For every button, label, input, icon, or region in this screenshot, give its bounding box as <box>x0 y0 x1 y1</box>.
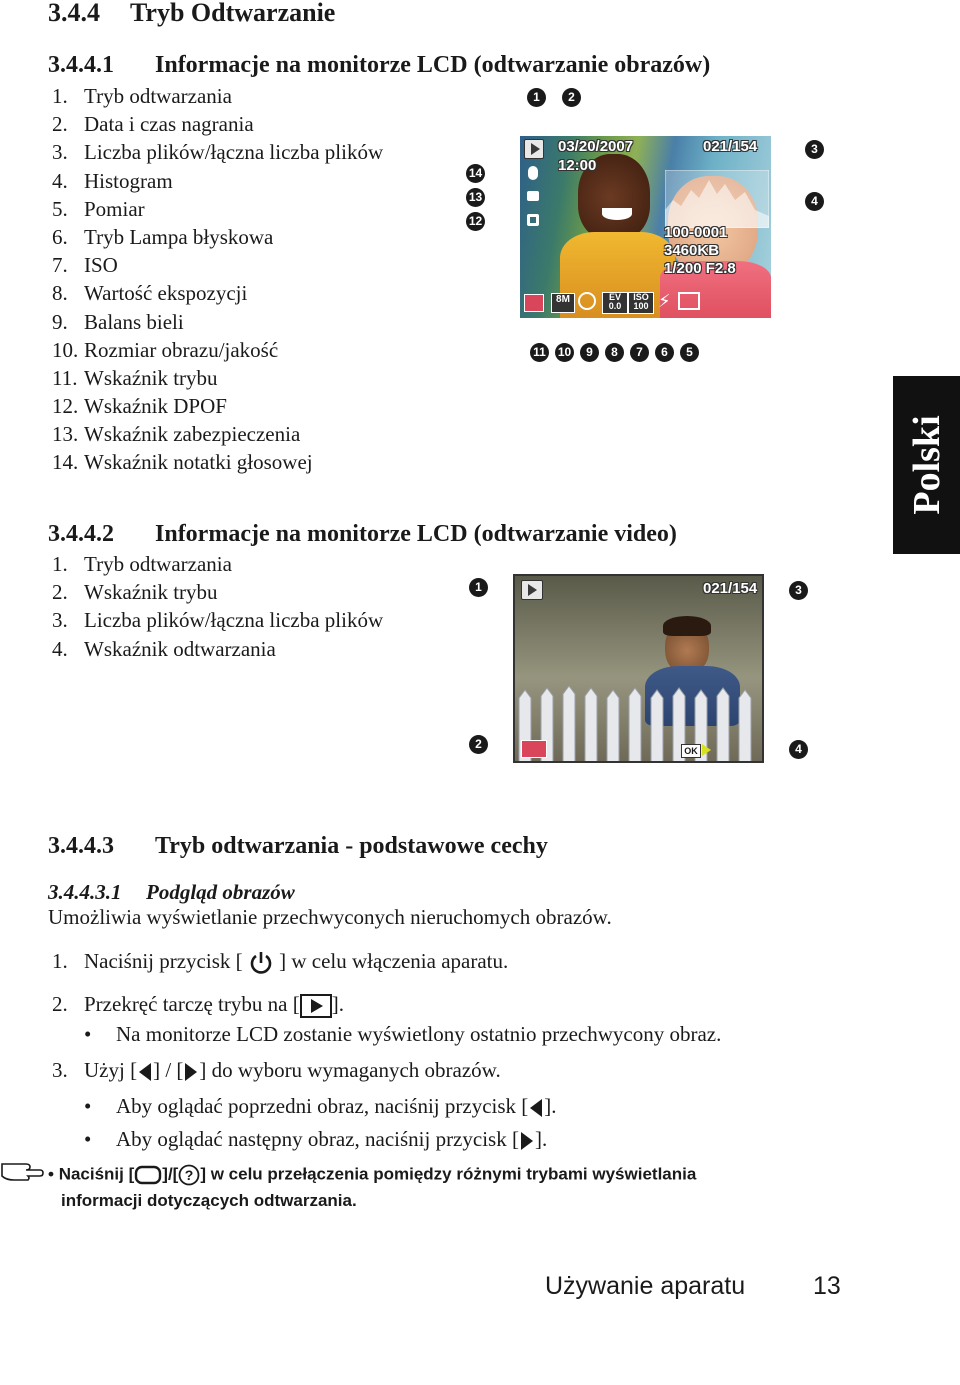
image-legend-item-number: 4. <box>52 168 68 193</box>
display-icon <box>134 1165 162 1185</box>
size-quality-badge: 8M <box>551 293 575 313</box>
callout-10: 10 <box>555 343 574 362</box>
video-lcd-title: Informacje na monitorze LCD (odtwarzanie video) <box>155 521 677 547</box>
image-legend-item-label: Tryb Lampa błyskowa <box>84 224 274 249</box>
video-legend-item-label: Liczba plików/łączna liczba plików <box>84 608 384 633</box>
image-legend-item <box>52 110 383 138</box>
image-legend-item <box>52 82 383 110</box>
step-2-bullet: • Na monitorze LCD zostanie wyświetlony ostatnio przechwycony obraz. <box>84 1022 722 1046</box>
image-legend-item-number: 9. <box>52 309 68 334</box>
callout-3: 3 <box>805 140 824 159</box>
image-legend-item-number: 3. <box>52 140 68 165</box>
ev-value: 0.0 <box>608 301 622 311</box>
mode-indicator-icon <box>524 294 544 312</box>
image-legend-item-number: 6. <box>52 224 68 249</box>
image-legend-item-number: 7. <box>52 253 68 278</box>
video-callout-3: 3 <box>789 581 808 600</box>
image-lcd-legend <box>52 82 383 477</box>
image-legend-item <box>52 138 383 166</box>
video-callout-4: 4 <box>789 740 808 759</box>
preview-heading <box>48 880 295 905</box>
note-line-1: • Naciśnij [ ]/[ ? ] w celu przełączenia pomiędzy różnymi trybami wyświetlania <box>48 1164 696 1186</box>
image-legend-item-number: 8. <box>52 281 68 306</box>
left-icon-column <box>520 136 542 236</box>
video-legend-item <box>52 578 383 606</box>
image-legend-item-number: 10. <box>52 337 79 362</box>
video-legend-item-number: 3. <box>52 608 68 633</box>
image-lcd-screen <box>520 136 771 318</box>
voice-memo-icon <box>528 166 538 180</box>
basic-heading <box>48 833 548 860</box>
video-legend-item-number: 1. <box>52 552 68 576</box>
bullet-prev: • Aby oglądać poprzedni obraz, naciśnij przycisk [ ]. <box>84 1094 557 1118</box>
image-legend-item <box>52 364 383 392</box>
metering-icon <box>678 292 700 310</box>
callout-5: 5 <box>680 343 699 362</box>
image-legend-item-number: 1. <box>52 84 68 108</box>
image-legend-item-label: Wskaźnik zabezpieczenia <box>84 422 301 447</box>
osd-shutter: 1/200 F2.8 <box>664 260 736 277</box>
white-balance-icon <box>578 292 596 310</box>
preview-title: Podgląd obrazów <box>146 880 295 904</box>
help-icon <box>178 1164 200 1186</box>
callout-13: 13 <box>466 188 485 207</box>
callout-11: 11 <box>530 343 549 362</box>
photo-fence <box>515 686 764 763</box>
right-arrow-icon <box>183 1061 199 1083</box>
bullet-next: • Aby oglądać następny obraz, naciśnij przycisk [ ]. <box>84 1127 548 1151</box>
image-legend-item-label: Rozmiar obrazu/jakość <box>84 337 279 362</box>
image-legend-item <box>52 251 383 279</box>
left-arrow-icon <box>528 1097 544 1119</box>
image-legend-item-label: Data i czas nagrania <box>84 112 254 137</box>
image-legend-item-number: 11. <box>52 365 78 390</box>
image-legend-item <box>52 448 383 476</box>
osd-file-size: 3460KB <box>664 242 720 259</box>
video-legend-item <box>52 550 383 578</box>
osd-date: 03/20/2007 <box>558 138 634 155</box>
video-lcd-legend <box>52 550 383 663</box>
image-legend-item-label: Histogram <box>84 168 173 193</box>
image-legend-item <box>52 392 383 420</box>
image-legend-item-number: 5. <box>52 196 68 221</box>
svg-text:?: ? <box>185 1167 194 1183</box>
video-legend-item-label: Wskaźnik trybu <box>84 580 218 605</box>
callout-14: 14 <box>466 164 485 183</box>
playback-mode-icon <box>524 139 544 159</box>
preview-intro: Umożliwia wyświetlanie przechwyconych nieruchomych obrazów. <box>48 905 612 929</box>
right-arrow-icon <box>519 1130 535 1152</box>
language-tab-label: Polski <box>905 415 948 515</box>
movie-camera-icon <box>521 740 547 758</box>
image-legend-item-number: 13. <box>52 422 79 447</box>
callout-2: 2 <box>562 88 581 107</box>
step-1: 1. Naciśnij przycisk [ ] w celu włączenia aparatu. <box>52 949 508 976</box>
image-legend-item <box>52 223 383 251</box>
dpof-icon <box>527 214 539 226</box>
basic-title: Tryb odtwarzania - podstawowe cechy <box>155 833 548 859</box>
section-title: Tryb Odtwarzanie <box>130 0 336 27</box>
image-legend-item-label: Wskaźnik DPOF <box>84 394 227 419</box>
image-legend-item <box>52 167 383 195</box>
image-legend-item <box>52 420 383 448</box>
callout-4: 4 <box>805 192 824 211</box>
image-legend-item-label: Balans bieli <box>84 309 184 334</box>
image-legend-item <box>52 336 383 364</box>
play-icon <box>300 994 332 1018</box>
video-legend-item-number: 4. <box>52 636 68 661</box>
iso-badge: ISO 100 <box>628 292 654 314</box>
image-legend-item <box>52 195 383 223</box>
callout-6: 6 <box>655 343 674 362</box>
image-legend-item-label: Liczba plików/łączna liczba plików <box>84 140 384 165</box>
video-callout-1: 1 <box>469 578 488 597</box>
image-legend-item-label: Tryb odtwarzania <box>84 84 232 108</box>
left-arrow-icon <box>137 1061 153 1083</box>
step-3: 3. Użyj [ ] / [ ] do wyboru wymaganych obrazów. <box>52 1058 501 1082</box>
power-icon <box>248 950 274 976</box>
image-legend-item-label: Wartość ekspozycji <box>84 281 248 306</box>
video-legend-item-label: Wskaźnik odtwarzania <box>84 636 276 661</box>
osd-aperture: F2.8 <box>705 260 736 277</box>
video-callout-2: 2 <box>469 735 488 754</box>
step-2: 2. Przekręć tarczę trybu na [ ]. <box>52 992 344 1018</box>
video-lcd-screen <box>513 574 764 763</box>
section-number: 3.4.4 <box>48 0 100 27</box>
image-legend-item-label: Wskaźnik trybu <box>84 365 218 390</box>
image-lcd-title: Informacje na monitorze LCD (odtwarzanie obrazów) <box>155 52 711 78</box>
video-legend-item <box>52 635 383 663</box>
image-legend-item <box>52 308 383 336</box>
video-lcd-heading <box>48 521 677 548</box>
page-number: 13 <box>813 1272 841 1300</box>
callout-9: 9 <box>580 343 599 362</box>
iso-value: 100 <box>633 301 649 311</box>
photo-smile <box>602 208 632 220</box>
osd-file-count: 021/154 <box>703 138 758 155</box>
pointing-hand-icon <box>0 1158 44 1184</box>
video-legend-item <box>52 606 383 634</box>
callout-12: 12 <box>466 212 485 231</box>
callout-8: 8 <box>605 343 624 362</box>
video-legend-item-number: 2. <box>52 580 68 605</box>
note-line-2: informacji dotyczących odtwarzania. <box>61 1191 357 1210</box>
image-legend-item-number: 14. <box>52 450 79 475</box>
language-tab <box>893 376 960 554</box>
play-indicator-icon <box>702 744 711 756</box>
image-legend-item-number: 12. <box>52 394 79 419</box>
playback-mode-icon <box>521 580 543 600</box>
photo-boy-hair <box>663 616 711 636</box>
protect-lock-icon <box>527 191 539 201</box>
preview-number: 3.4.4.3.1 <box>48 880 122 904</box>
video-osd-file-count: 021/154 <box>703 580 758 597</box>
video-lcd-number: 3.4.4.2 <box>48 521 114 547</box>
image-legend-item <box>52 279 383 307</box>
image-legend-item-number: 2. <box>52 112 68 137</box>
basic-number: 3.4.4.3 <box>48 833 114 859</box>
image-legend-item-label: ISO <box>84 253 118 278</box>
image-lcd-number: 3.4.4.1 <box>48 52 114 78</box>
callout-1: 1 <box>527 88 546 107</box>
callout-7: 7 <box>630 343 649 362</box>
footer-title: Używanie aparatu <box>545 1272 746 1300</box>
osd-time: 12:00 <box>558 157 597 174</box>
video-legend-item-label: Tryb odtwarzania <box>84 552 232 576</box>
flash-icon: ⚡ <box>658 291 671 312</box>
image-lcd-heading <box>48 52 710 79</box>
image-legend-item-label: Wskaźnik notatki głosowej <box>84 450 313 475</box>
histogram-icon <box>665 170 769 228</box>
ok-badge: OK <box>681 744 701 758</box>
section-heading <box>48 0 335 28</box>
osd-file-name: 100-0001 <box>664 224 728 241</box>
ev-badge: EV 0.0 <box>602 292 628 314</box>
image-legend-item-label: Pomiar <box>84 196 145 221</box>
